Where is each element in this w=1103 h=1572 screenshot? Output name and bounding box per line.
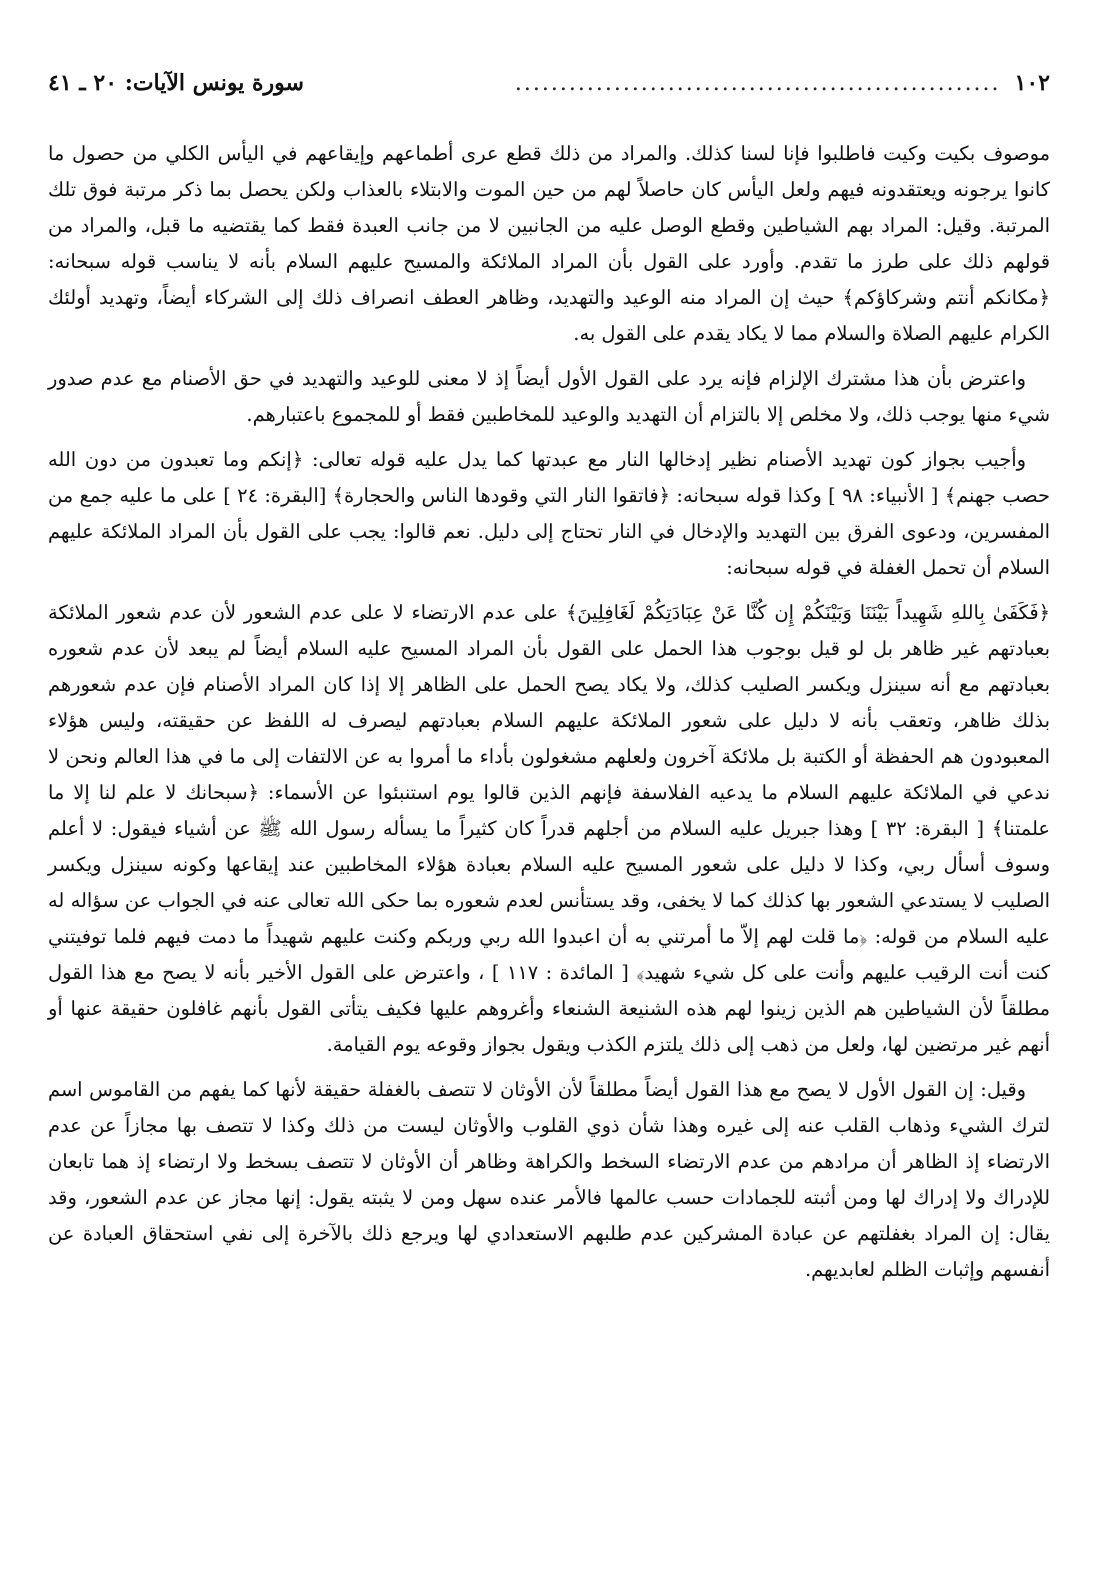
book-page [48,0,1050,1572]
paragraph-4: ﴿فَكَفَىٰ بِاللهِ شَهِيداً بَيْنَنَا وَبَيْنَكُمْ إِن كُنَّا عَنْ عِبَادَتِكُمْ لَغَافِلِينَ﴾ على عدم الارتضاء لا على عدم الشعور لأن عدم شعور الملائكة بعبادتهم غير ظاهر بل لو قيل بوجوب هذا الحمل على القول بأن المراد المسيح عليه السلام أيضاً لم يبعد لأن عدم شعوره بعبادتهم مع أنه سينزل ويكسر الصليب كذلك، ولا يكاد يصح الحمل على الظاهر إلا إذا كان المراد الأصنام فإن عدم شعورهم بذلك ظاهر، وتعقب بأنه لا دليل على شعور الملائكة عليهم السلام بعبادتهم ليصرف له اللفظ عن حقيقته، وليس هؤلاء المعبودون هم الحفظة أو الكتبة بل ملائكة آخرون ولعلهم مشغولون بأداء ما أمروا به عن الالتفات إلى ما في هذا العالم ونحن لا ندعي في الملائكة عليهم السلام ما يدعيه الفلاسفة فإنهم الذين قالوا يوم استنبئوا عن الأسماء: ﴿سبحانك لا علم لنا إلا ما علمتنا﴾ [ البقرة: ٣٢ ] وهذا جبريل عليه السلام من أجلهم قدراً كان كثيراً ما يسأله رسول الله ﷺ عن أشياء فيقول: لا أعلم وسوف أسأل ربي، وكذا لا دليل على شعور المسيح عليه السلام بعبادة هؤلاء المخاطبين عند إيقاعها وكونه سينزل ويكسر الصليب لا يستدعي الشعور بها كذلك كما لا يخفى، وقد يستأنس لعدم شعوره بما حكى الله تعالى عنه في الجواب عن سؤاله له عليه السلام من قوله: ﴿ما قلت لهم إلاّ ما أمرتني به أن اعبدوا الله ربي وربكم وكنت عليهم شهيداً ما دمت فيهم فلما توفيتني كنت أنت الرقيب عليهم وأنت على كل شيء شهيد﴾ [ المائدة : ١١٧ ] ، واعترض على القول الأخير بأنه لا يصح مع هذا القول مطلقاً لأن الشياطين هم الذين زينوا لهم هذه الشنيعة الشنعاء وأغروهم عليها فكيف يتأتى القول بأنهم غافلون حقيقة عنها أو أنهم غير مرتضين لها، ولعل من ذهب إلى ذلك يلتزم الكذب ويقول بجواز وقوعه يوم القيامة. [48,601,1051,1056]
page-body [48,136,1050,1297]
paragraph-1: موصوف بكيت وكيت فاطلبوا فإنا لسنا كذلك. والمراد من ذلك قطع عرى أطماعهم وإيقاعهم في اليأس الكلي من حصول ما كانوا يرجونه ويعتقدونه فيهم ولعل اليأس كان حاصلاً لهم من حين الموت والابتلاء بالعذاب ولكن يحصل بما ذكر مرتبة فوق تلك المرتبة. وقيل: المراد بهم الشياطين وقطع الوصل عليه من الجانبين لا من جانب العبدة فقط كما يقتضيه ما قبل، والمراد من قولهم ذلك على طرز ما تقدم. وأورد على القول بأن المراد الملائكة والمسيح عليهم السلام بأنه لا يناسب قوله سبحانه: ﴿مكانكم أنتم وشركاؤكم﴾ حيث إن المراد منه الوعيد والتهديد، وظاهر العطف انصراف ذلك إلى الشركاء أيضاً، وتهديد أولئك الكرام عليهم الصلاة والسلام مما لا يكاد يقدم على القول به. [48,142,1050,345]
paragraph-5: وقيل: إن القول الأول لا يصح مع هذا القول أيضاً مطلقاً لأن الأوثان لا تتصف بالغفلة حقيقة لأنها كما يفهم من القاموس اسم لترك الشيء وذهاب القلب عنه إلى غيره وهذا شأن ذوي القلوب والأوثان ليست من ذلك وكذا لا تتصف بها مجازاً عن عدم الارتضاء إذ الظاهر أن مرادهم من عدم الارتضاء السخط والكراهة وظاهر أن الأوثان لا تتصف بسخط ولا ارتضاء إذ هما تابعان للإدراك ولا إدراك لها ومن أثبته للجمادات حسب عالمها فالأمر عنده سهل ومن لا يثبته يقول: إنها مجاز عن عدم الشعور، وقد يقال: إن المراد بغفلتهم عن عبادة المشركين عدم طلبهم الاستعدادي لها ويرجع ذلك بالآخرة إلى نفي استحقاق العبادة عن أنفسهم وإثبات الظلم لعابديهم. [48,1078,1050,1281]
header-dot-leader: ...................................................... [514,70,1001,96]
paragraph-2: واعترض بأن هذا مشترك الإلزام فإنه يرد على القول الأول أيضاً إذ لا معنى للوعيد والتهديد في حق الأصنام مع عدم صدور شيء منها يوجب ذلك، ولا مخلص إلا بالتزام أن التهديد والوعيد للمخاطبين فقط أو للمجموع باعتبارهم. [48,367,1050,426]
running-title: سورة يونس الآيات: ٢٠ ـ ٤١ [48,70,304,96]
page-header [48,62,1050,104]
page-number: ١٠٢ [1014,70,1050,96]
paragraph-3: وأجيب بجواز كون تهديد الأصنام نظير إدخالها النار مع عبدتها كما يدل عليه قوله تعالى: ﴿إنكم وما تعبدون من دون الله حصب جهنم﴾ [ الأنبياء: ٩٨ ] وكذا قوله سبحانه: ﴿فاتقوا النار التي وقودها الناس والحجارة﴾ [البقرة: ٢٤ ] على ما عليه جمع من المفسرين، ودعوى الفرق بين التهديد والإدخال في النار تحتاج إلى دليل. نعم قالوا: يجب على القول بأن المراد الملائكة عليهم السلام أن تحمل الغفلة في قوله سبحانه: [48,448,1050,579]
